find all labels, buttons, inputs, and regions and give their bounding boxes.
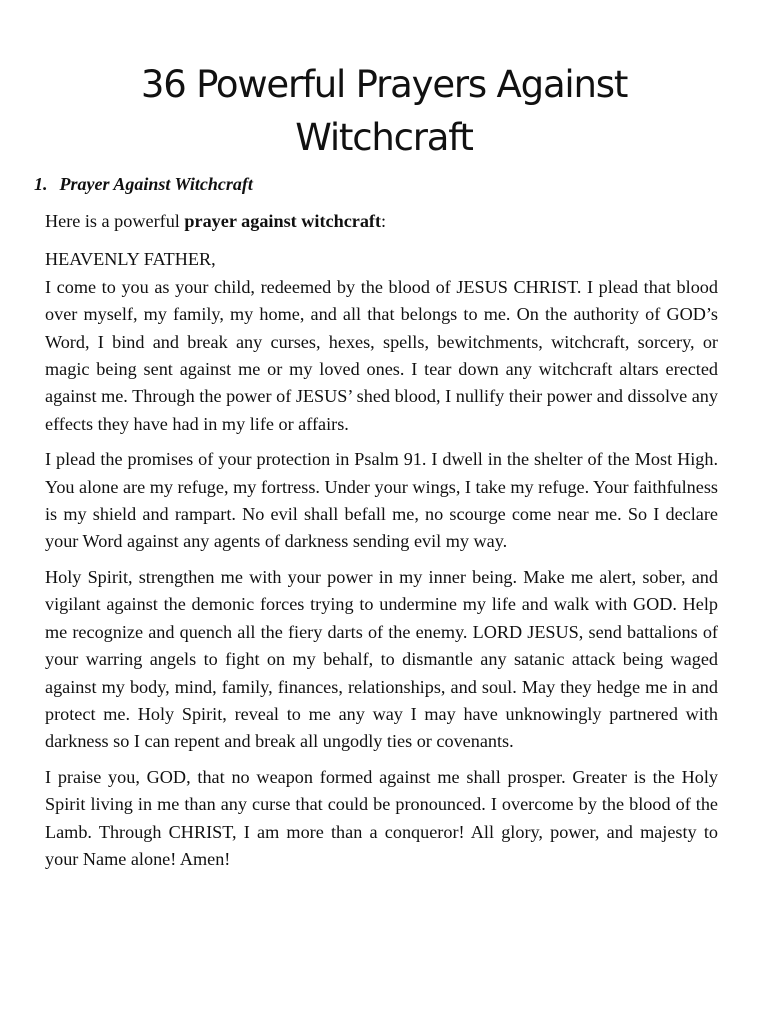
prayer-paragraph-2: I plead the promises of your protection in Psalm 91. I dwell in the shelter of the Most High. You alone are my refuge, my fortress. Under your wings, I take my refuge. Your faithfulness is my shield and rampart. No evil shall befall me, no scourge come near me. So I declare your Word against any agents of darkness sending evil my way. [45, 449, 718, 552]
intro-text-after: : [381, 211, 387, 231]
intro-bold-text: prayer against witchcraft [184, 211, 382, 231]
prayer-body [45, 208, 718, 881]
section-number: 1. [34, 174, 48, 194]
section-heading-text: Prayer Against Witchcraft [59, 174, 253, 194]
prayer-paragraph-4: I praise you, GOD, that no weapon formed against me shall prosper. Greater is the Holy Spirit living in me than any curse that could be pronounced. I overcome by the blood of the Lamb. Through CHRIST, I am more than a conqueror! All glory, power, and majesty to your Name alone! Amen! [45, 766, 718, 869]
paragraph-text: I come to you as your child, redeemed by the blood of JESUS CHRIST. I plead that blood over myself, my family, my home, and all that belongs to me. On the authority of GOD’s Word, I bind and break any curses, hexes, spells, bewitchments, witchcraft, sorcery, or magic being sent against me or my loved ones. I tear down any witchcraft altars erected against me. Through the power of JESUS’ shed blood, I nullify their power and dissolve any effects they have had in my life or affairs. [45, 276, 718, 434]
intro-text-before: Here is a powerful [45, 211, 185, 231]
intro-paragraph [45, 208, 718, 235]
salutation: HEAVENLY FATHER, [45, 249, 216, 270]
section-heading [34, 173, 253, 195]
page-title: 36 Powerful Prayers Against Witchcraft [140, 63, 628, 159]
prayer-paragraph-1 [45, 246, 718, 438]
prayer-paragraph-3: Holy Spirit, strengthen me with your power in my inner being. Make me alert, sober, and vigilant against the demonic forces trying to undermine my life and walk with GOD. Help me recognize and quench all the fiery darts of the enemy. LORD JESUS, send battalions of your warring angels to fight on my behalf, to dismantle any satanic attack being waged against my body, mind, family, finances, relationships, and soul. May they hedge me in and protect me. Holy Spirit, reveal to me any way I may have unknowingly partnered with darkness so I can repent and break all ungodly ties or covenants. [45, 566, 718, 752]
